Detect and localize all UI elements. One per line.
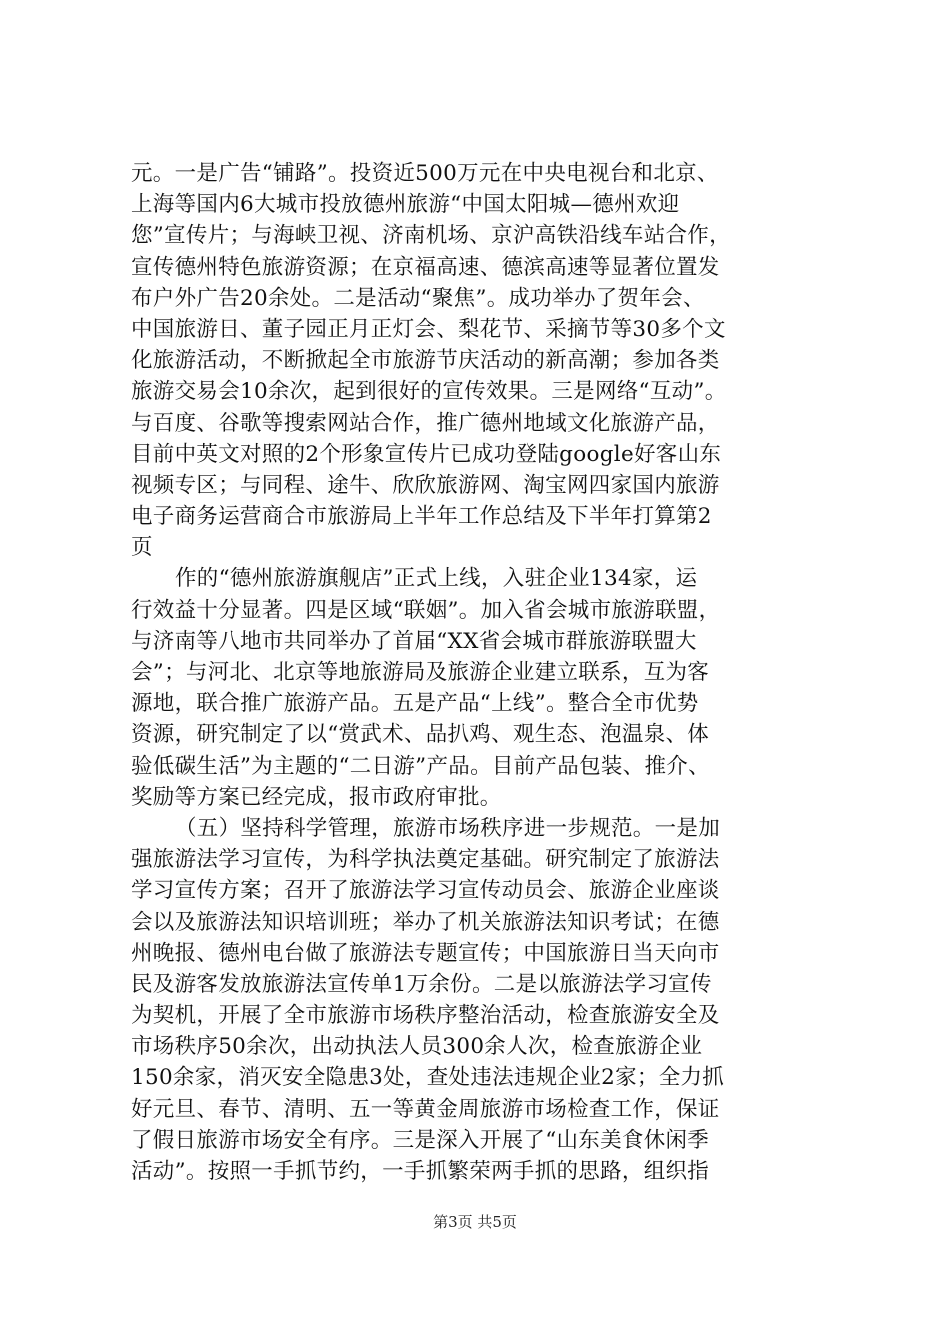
text-line: 学习宣传方案；召开了旅游法学习宣传动员会、旅游企业座谈 [131,878,720,904]
text-line: 会以及旅游法知识培训班；举办了机关旅游法知识考试；在德 [131,909,720,935]
text-line: 奖励等方案已经完成，报市政府审批。 [131,784,502,810]
text-line: 验低碳生活”为主题的“二日游”产品。目前产品包装、推介、 [131,753,710,779]
text-line: 好元旦、春节、清明、五一等黄金周旅游市场检查工作，保证 [131,1096,720,1122]
text-line: 了假日旅游市场安全有序。三是深入开展了“山东美食休闲季 [131,1127,710,1153]
text-line: 元。一是广告“铺路”。投资近500万元在中央电视台和北京、 [131,161,719,186]
text-line: 中国旅游日、董子园正月正灯会、梨花节、采摘节等30多个文 [131,316,726,342]
paragraph-first-line: 作的“德州旅游旗舰店”正式上线，入驻企业134家，运 [175,566,698,592]
text-line: 与济南等八地市共同举办了首届“XX省会城市群旅游联盟大 [131,628,697,654]
text-line: 150余家，消灭安全隐患3处，查处违法违规企业2家；全力抓 [131,1065,725,1091]
page-indicator: 第3页 共5页 [433,1213,517,1231]
text-line: 资源，研究制定了以“赏武术、品扒鸡、观生态、泡温泉、体 [131,722,710,748]
text-line: 行效益十分显著。四是区域“联姻”。加入省会城市旅游联盟， [131,597,721,623]
text-line: 市场秩序50余次，出动执法人员300余人次，检查旅游企业 [131,1034,703,1060]
text-line: 您”宣传片；与海峡卫视、济南机场、京沪高铁沿线车站合作， [131,223,731,249]
text-line: 会”；与河北、北京等地旅游局及旅游企业建立联系，互为客 [131,660,710,685]
text-line: 强旅游法学习宣传，为科学执法奠定基础。研究制定了旅游法 [131,847,720,873]
text-line: 活动”。按照一手抓节约，一手抓繁荣两手抓的思路，组织指 [131,1159,710,1184]
text-line: 化旅游活动，不断掀起全市旅游节庆活动的新高潮；参加各类 [131,348,720,374]
paragraph-first-line: （五）坚持科学管理，旅游市场秩序进一步规范。一是加 [175,815,721,841]
page-footer [0,1212,950,1232]
text-line: 旅游交易会10余次，起到很好的宣传效果。三是网络“互动”。 [131,379,727,405]
text-line: 宣传德州特色旅游资源；在京福高速、德滨高速等显著位置发 [131,254,720,280]
text-line: 目前中英文对照的2个形象宣传片已成功登陆google好客山东 [131,441,722,467]
text-line: 州晚报、德州电台做了旅游法专题宣传；中国旅游日当天向市 [131,940,720,966]
text-line: 视频专区；与同程、途牛、欣欣旅游网、淘宝网四家国内旅游 [131,472,720,498]
text-line: 为契机，开展了全市旅游市场秩序整治活动，检查旅游安全及 [131,1003,720,1029]
text-line: 源地，联合推广旅游产品。五是产品“上线”。整合全市优势 [131,691,699,717]
text-line: 与百度、谷歌等搜索网站合作，推广德州地域文化旅游产品， [131,410,720,436]
text-line: 上海等国内6大城市投放德州旅游“中国太阳城—德州欢迎 [131,192,680,218]
text-line: 布户外广告20余处。二是活动“聚焦”。成功举办了贺年会、 [131,285,705,311]
document-body [131,158,831,1187]
text-line: 民及游客发放旅游法宣传单1万余份。二是以旅游法学习宣传 [131,971,712,997]
text-line: 电子商务运营商合市旅游局上半年工作总结及下半年打算第2 [131,504,712,530]
text-line: 页 [131,535,153,561]
